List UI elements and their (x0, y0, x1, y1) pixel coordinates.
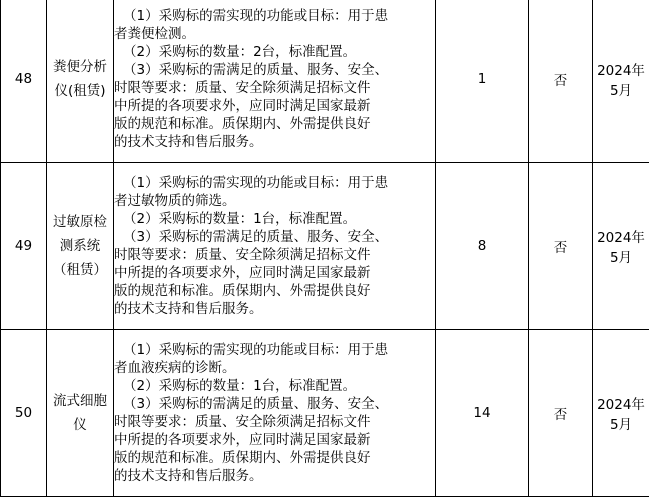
table-row (1, 0, 649, 163)
item-imported-flag: 否 (529, 163, 593, 330)
requirement-line: （2）采购标的数量：2台，标准配置。 (123, 44, 357, 60)
item-date: 2024年5月 (593, 330, 649, 497)
requirement-line: （2）采购标的数量：1台，标准配置。 (123, 211, 357, 227)
table-row (1, 163, 649, 330)
requirement-line: 时限等要求：质量、安全除须满足招标文件 (114, 80, 371, 96)
requirement-line: （1）采购标的需实现的功能或目标：用于患 (123, 8, 389, 24)
requirement-line: 版的规范和标准。质保期内、外需提供良好 (114, 450, 371, 466)
item-requirements (114, 163, 436, 330)
item-imported-flag: 否 (529, 330, 593, 497)
requirement-line: 者过敏物质的筛选。 (114, 193, 236, 209)
requirement-line: 时限等要求：质量、安全除须满足招标文件 (114, 247, 371, 263)
requirement-line: 版的规范和标准。质保期内、外需提供良好 (114, 283, 371, 299)
requirement-line: 中所提的各项要求外，应同时满足国家最新 (114, 265, 371, 281)
requirement-line: （1）采购标的需实现的功能或目标：用于患 (123, 175, 389, 191)
requirement-line: （2）采购标的数量：1台，标准配置。 (123, 378, 357, 394)
item-requirements (114, 0, 436, 163)
item-quantity: 8 (436, 163, 529, 330)
item-quantity: 1 (436, 0, 529, 163)
requirement-line: 的技术支持和售后服务。 (114, 468, 263, 484)
item-name: 粪便分析仪(租赁) (47, 0, 114, 163)
item-number: 48 (1, 0, 47, 163)
requirement-line: 的技术支持和售后服务。 (114, 301, 263, 317)
requirement-line: 的技术支持和售后服务。 (114, 134, 263, 150)
requirement-line: （3）采购标的需满足的质量、服务、安全、 (123, 62, 389, 78)
item-name: 流式细胞仪 (47, 330, 114, 497)
item-imported-flag: 否 (529, 0, 593, 163)
item-name: 过敏原检测系统（租赁） (47, 163, 114, 330)
requirement-line: （1）采购标的需实现的功能或目标：用于患 (123, 342, 389, 358)
requirement-line: 者粪便检测。 (114, 26, 195, 42)
requirement-line: （3）采购标的需满足的质量、服务、安全、 (123, 396, 389, 412)
item-date: 2024年5月 (593, 163, 649, 330)
requirement-line: 中所提的各项要求外，应同时满足国家最新 (114, 98, 371, 114)
item-quantity: 14 (436, 330, 529, 497)
requirement-line: 时限等要求：质量、安全除须满足招标文件 (114, 414, 371, 430)
item-date: 2024年5月 (593, 0, 649, 163)
item-number: 49 (1, 163, 47, 330)
item-requirements (114, 330, 436, 497)
requirement-line: 中所提的各项要求外，应同时满足国家最新 (114, 432, 371, 448)
requirement-line: 者血液疾病的诊断。 (114, 360, 236, 376)
item-number: 50 (1, 330, 47, 497)
requirement-line: 版的规范和标准。质保期内、外需提供良好 (114, 116, 371, 132)
table-row (1, 330, 649, 497)
table-body (1, 0, 649, 497)
requirement-line: （3）采购标的需满足的质量、服务、安全、 (123, 229, 389, 245)
